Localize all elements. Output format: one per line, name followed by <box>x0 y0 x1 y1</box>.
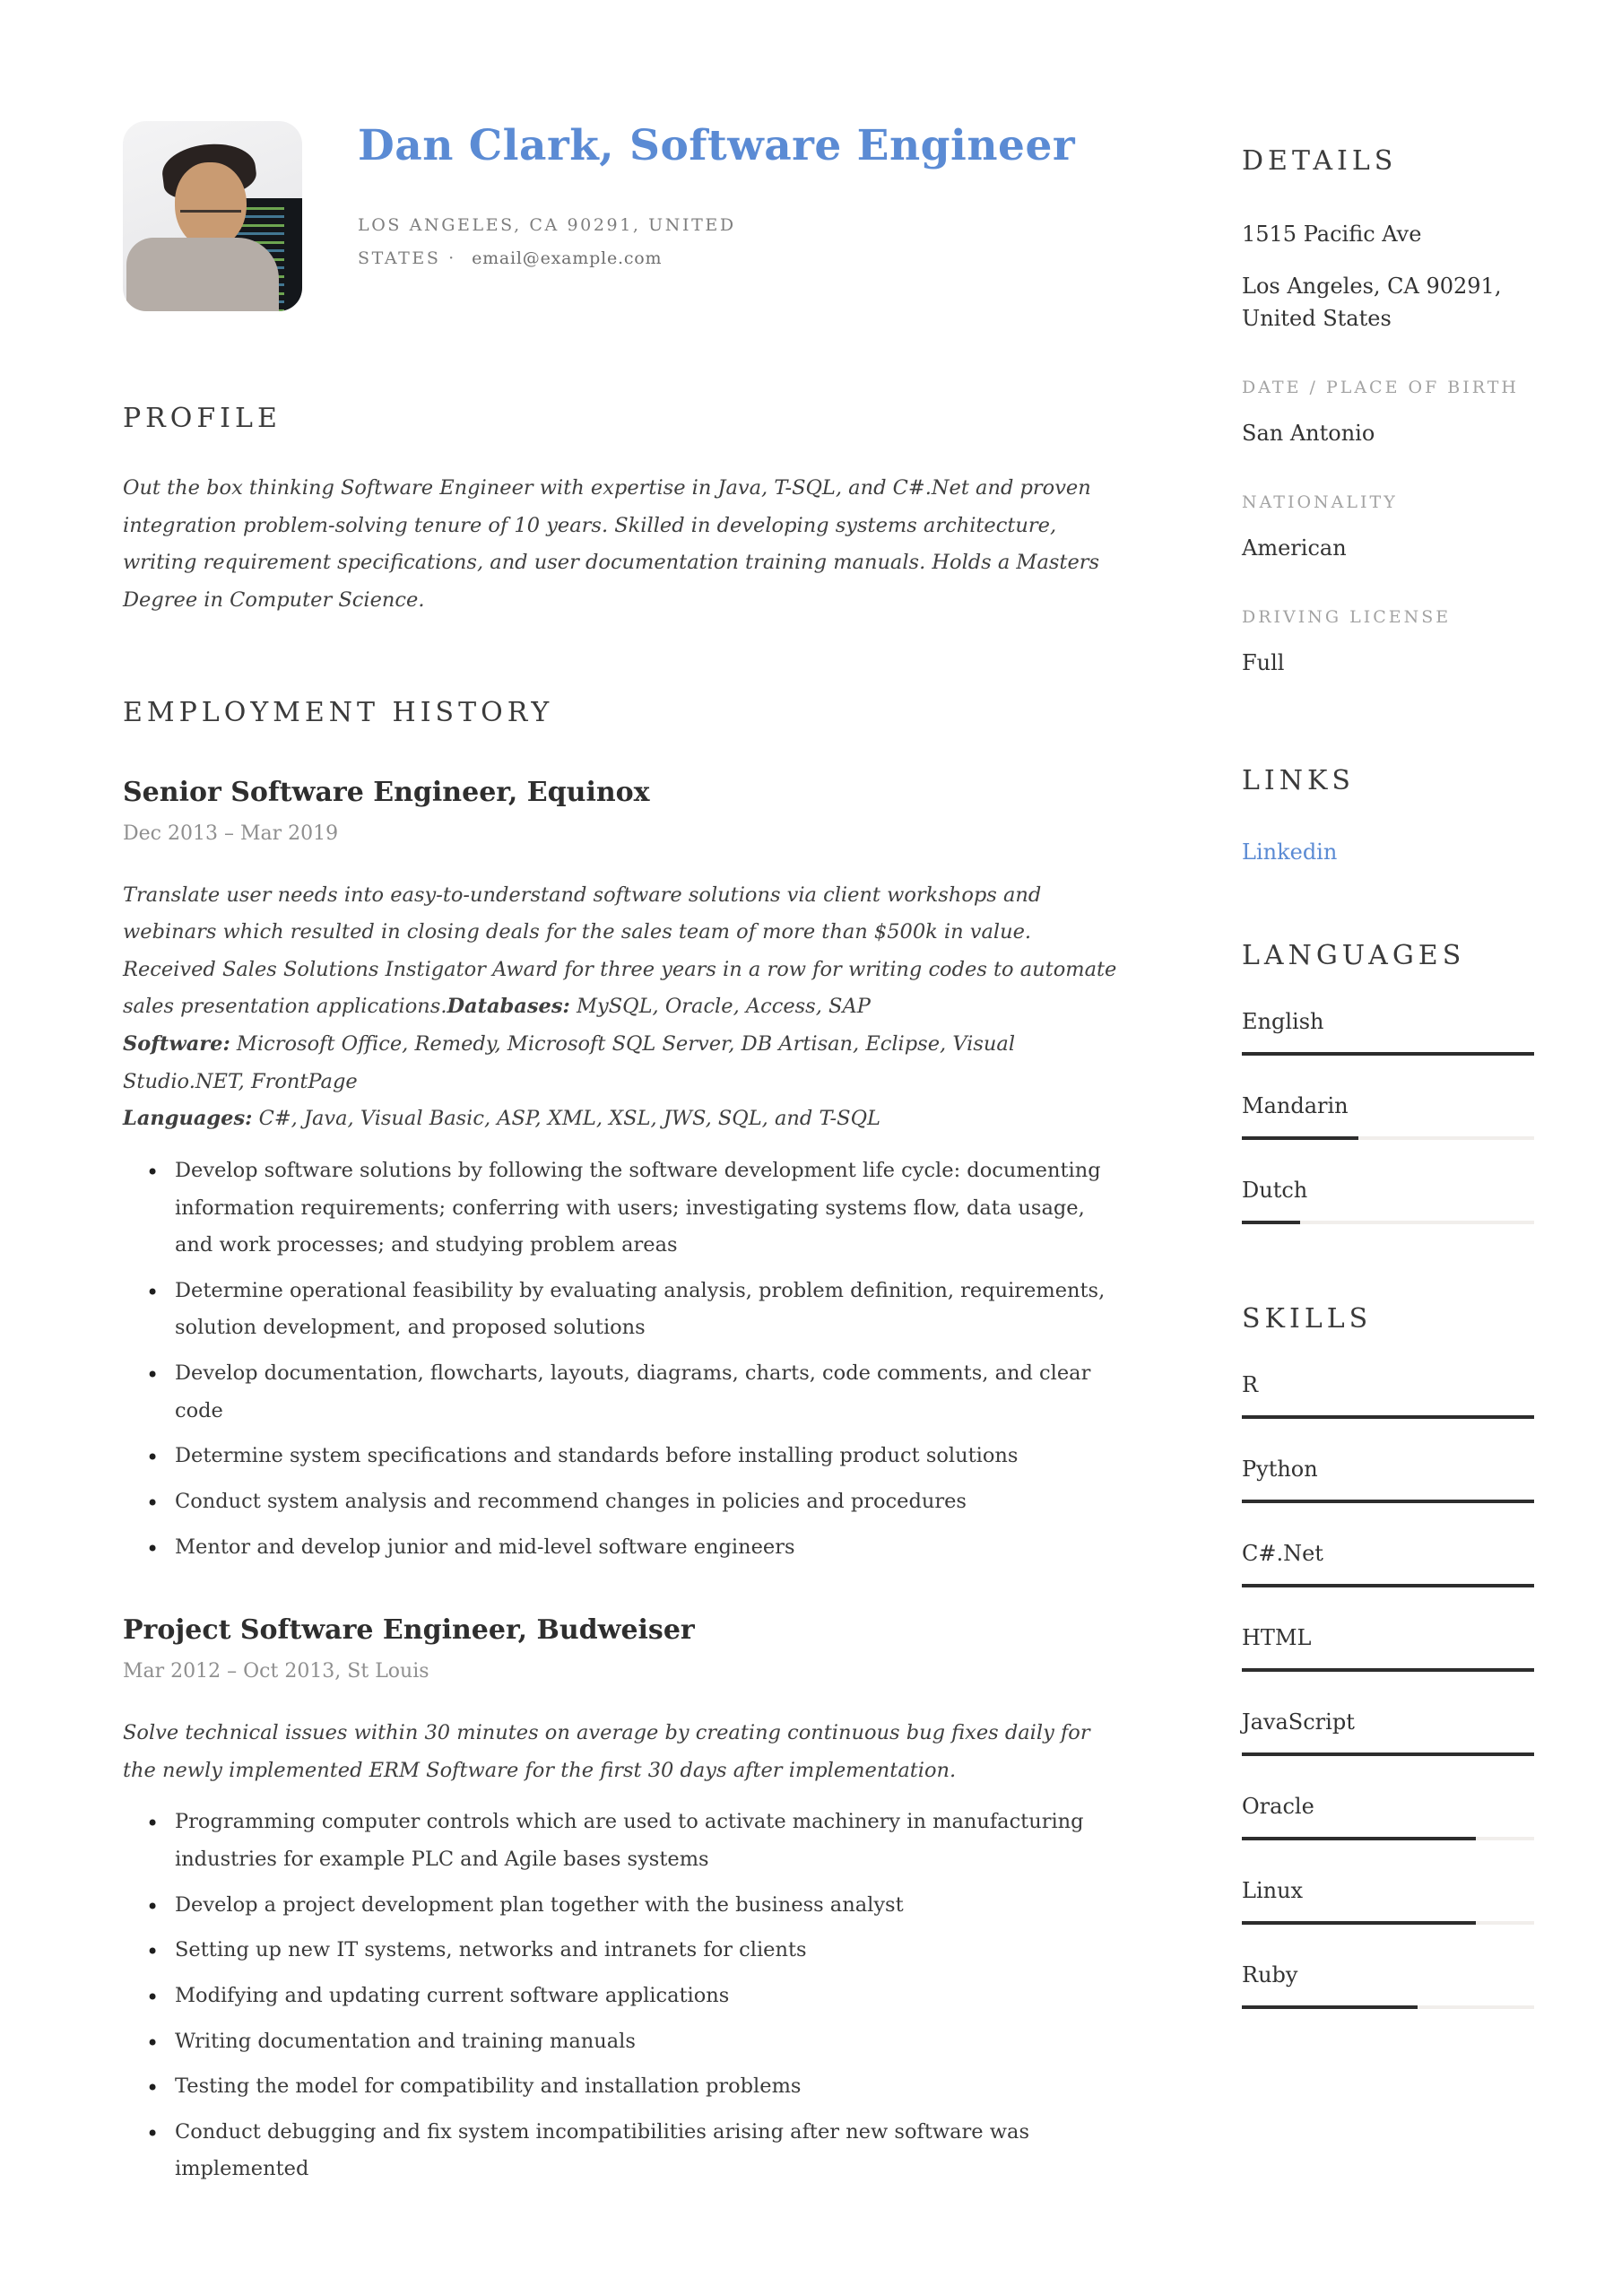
job-meta-value: C#, Java, Visual Basic, ASP, XML, XSL, JWS, SQL, and T-SQL <box>252 1107 880 1131</box>
nationality-value: American <box>1242 535 1347 561</box>
skill-bar-fill <box>1242 1921 1476 1925</box>
main-column <box>123 121 1127 2196</box>
languages-heading: LANGUAGES <box>1242 940 1466 971</box>
skill-bar-fill <box>1242 1415 1534 1419</box>
skill-row <box>1242 1878 1534 1925</box>
bullet-item: • Conduct debugging and fix system incompatibilities arising after new software was implemented <box>175 2114 1127 2188</box>
job-meta-label: Databases: <box>447 995 570 1019</box>
skill-row <box>1242 1372 1534 1419</box>
section-profile <box>123 403 1127 620</box>
job-dates: Mar 2012 – Oct 2013, St Louis <box>123 1660 429 1683</box>
email-link[interactable]: email@example.com <box>472 248 663 268</box>
skill-name: C#.Net <box>1242 1541 1323 1566</box>
language-bar-fill <box>1242 1136 1358 1140</box>
bullet-item: • Conduct system analysis and recommend changes in policies and procedures <box>175 1483 1127 1521</box>
language-name: Mandarin <box>1242 1093 1349 1118</box>
address-line-2: Los Angeles, CA 90291, United States <box>1242 274 1502 331</box>
language-bar-track <box>1242 1221 1534 1224</box>
skill-row <box>1242 1457 1534 1503</box>
bullet-item: • Determine system specifications and standards before installing product solutions <box>175 1438 1127 1475</box>
skill-row <box>1242 1709 1534 1756</box>
language-row <box>1242 1178 1534 1224</box>
skill-row <box>1242 1794 1534 1840</box>
job-entry-budweiser <box>123 1614 1127 2188</box>
contact-separator: · <box>448 248 456 268</box>
employment-heading: EMPLOYMENT HISTORY <box>123 696 554 728</box>
bullet-item: • Develop a project development plan together with the business analyst <box>175 1887 1127 1925</box>
job-description: Solve technical issues within 30 minutes on average by creating continuous bug fixes daily for the newly implemented ERM Software for the first 30 days after implementation. <box>123 1721 1090 1782</box>
skill-bar-track <box>1242 1500 1534 1503</box>
skill-bar-track <box>1242 1584 1534 1587</box>
job-bullets <box>123 1804 1127 2188</box>
location-text: LOS ANGELES, CA 90291, UNITED STATES <box>358 214 736 268</box>
language-bar-fill <box>1242 1052 1534 1056</box>
birth-label: DATE / PLACE OF BIRTH <box>1242 378 1519 397</box>
profile-photo <box>123 121 302 311</box>
nationality-label: NATIONALITY <box>1242 492 1398 512</box>
job-meta-value: MySQL, Oracle, Access, SAP <box>569 995 871 1019</box>
section-employment <box>123 697 1127 2189</box>
skill-name: Linux <box>1242 1878 1304 1903</box>
birth-value: San Antonio <box>1242 421 1375 446</box>
bullet-item: • Modifying and updating current software applications <box>175 1978 1127 2015</box>
details-heading: DETAILS <box>1242 145 1398 177</box>
bullet-item: • Writing documentation and training manuals <box>175 2023 1127 2061</box>
skill-bar-fill <box>1242 1837 1476 1840</box>
skill-row <box>1242 1625 1534 1672</box>
job-description <box>123 877 1127 1138</box>
skill-bar-track <box>1242 1668 1534 1672</box>
skill-bar-track <box>1242 1415 1534 1419</box>
skill-bar-fill <box>1242 1668 1534 1672</box>
job-description-intro: Translate user needs into easy-to-understand software solutions via client workshops and webinars which resulted in closing deals for the sales team of more than $500k in value. Received Sales Solutions Instigator Award for three years in a row for writing codes to automate sales presentation applications. <box>123 883 1117 1019</box>
bullet-item: • Develop software solutions by following the software development life cycle: documenting information requirements; conferring with users; investigating systems flow, data usage, and work processes; and studying problem areas <box>175 1152 1127 1265</box>
skill-bar-track <box>1242 1837 1534 1840</box>
linkedin-link[interactable]: Linkedin <box>1242 839 1338 865</box>
job-meta-value: Microsoft Office, Remedy, Microsoft SQL Server, DB Artisan, Eclipse, Visual Studio.NET, FrontPage <box>123 1032 1016 1093</box>
profile-heading: PROFILE <box>123 403 282 434</box>
language-row <box>1242 1009 1534 1056</box>
skill-bar-track <box>1242 1921 1534 1925</box>
job-meta-label: Languages: <box>123 1107 253 1131</box>
job-title: Senior Software Engineer, Equinox <box>123 776 650 808</box>
skill-name: R <box>1242 1372 1259 1397</box>
language-bar-fill <box>1242 1221 1300 1224</box>
skill-name: JavaScript <box>1242 1709 1355 1735</box>
skill-row <box>1242 1962 1534 2009</box>
language-list <box>1242 1009 1534 1224</box>
license-value: Full <box>1242 650 1285 675</box>
job-bullets <box>123 1152 1127 1566</box>
job-dates: Dec 2013 – Mar 2019 <box>123 822 339 845</box>
profile-text: Out the box thinking Software Engineer with expertise in Java, T-SQL, and C#.Net and proven integration problem-solving tenure of 10 years. Skilled in developing systems architecture, writing requirement specifications, and user documentation training manuals. Holds a Masters Degree in Computer Science. <box>123 476 1100 612</box>
skill-bar-fill <box>1242 1752 1534 1756</box>
photo-glasses-graphic <box>180 204 241 213</box>
skill-bar-fill <box>1242 1584 1534 1587</box>
address-line-1: 1515 Pacific Ave <box>1242 222 1422 247</box>
skill-name: Oracle <box>1242 1794 1314 1819</box>
skill-list <box>1242 1372 1534 2009</box>
job-title: Project Software Engineer, Budweiser <box>123 1614 695 1647</box>
language-row <box>1242 1093 1534 1140</box>
sidebar <box>1242 145 1534 2009</box>
photo-shirt-graphic <box>126 238 279 311</box>
language-name: English <box>1242 1009 1324 1034</box>
bullet-item: • Determine operational feasibility by evaluating analysis, problem definition, requirements, solution development, and proposed solutions <box>175 1273 1127 1347</box>
skill-name: Python <box>1242 1457 1318 1482</box>
page-title: Dan Clark, Software Engineer <box>358 121 1076 170</box>
header-text <box>358 121 1075 275</box>
language-bar-track <box>1242 1136 1534 1140</box>
links-heading: LINKS <box>1242 765 1355 796</box>
language-bar-track <box>1242 1052 1534 1056</box>
job-meta-label: Software: <box>123 1032 230 1056</box>
skill-name: HTML <box>1242 1625 1312 1650</box>
bullet-item: • Develop documentation, flowcharts, layouts, diagrams, charts, code comments, and clear code <box>175 1355 1127 1430</box>
skill-bar-fill <box>1242 2005 1418 2009</box>
bullet-item: • Programming computer controls which are used to activate machinery in manufacturing industries for example PLC and Agile bases systems <box>175 1804 1127 1878</box>
license-label: DRIVING LICENSE <box>1242 607 1452 627</box>
skill-name: Ruby <box>1242 1962 1298 1987</box>
bullet-item: • Mentor and develop junior and mid-level software engineers <box>175 1529 1127 1567</box>
bullet-item: • Testing the model for compatibility and installation problems <box>175 2068 1127 2106</box>
skills-heading: SKILLS <box>1242 1303 1373 1335</box>
contact-line <box>358 209 786 275</box>
language-name: Dutch <box>1242 1178 1308 1203</box>
skill-bar-track <box>1242 1752 1534 1756</box>
skill-row <box>1242 1541 1534 1587</box>
skill-bar-fill <box>1242 1500 1534 1503</box>
bullet-item: • Setting up new IT systems, networks and intranets for clients <box>175 1932 1127 1970</box>
header <box>123 121 1127 311</box>
job-entry-equinox <box>123 777 1127 1567</box>
skill-bar-track <box>1242 2005 1534 2009</box>
